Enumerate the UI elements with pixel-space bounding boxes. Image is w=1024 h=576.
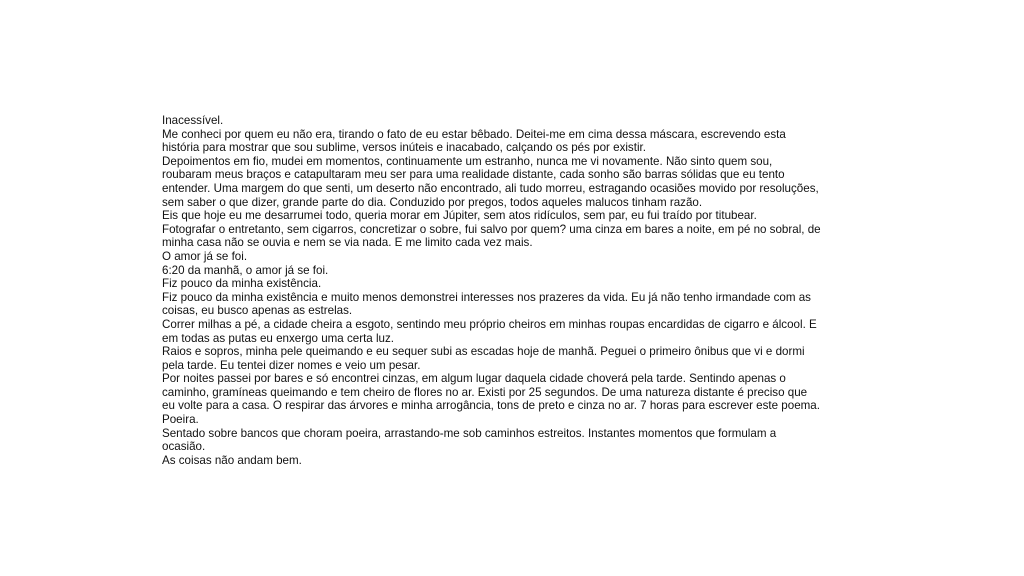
paragraph: As coisas não andam bem. — [162, 453, 302, 467]
paragraph: Fotografar o entretanto, sem cigarros, concretizar o sobre, fui salvo por quem? uma cinza em bares a noite, em pé no sobral, de minha casa não se ouvia e nem se via nada. E me limito cada vez mais. — [162, 222, 821, 250]
paragraph: Depoimentos em fio, mudei em momentos, continuamente um estranho, nunca me vi novamente. Não sinto quem sou, roubaram meus braços e catapultaram meu ser para uma realidade distante, cada sonho são barras sólidas que eu tento entender. Uma margem do que senti, um deserto não encontrado, ali tudo morreu, estragando ocasiões movido por resoluções, sem saber o que dizer, grande parte do dia. Conduzido por pregos, todos aqueles malucos tinham razão. — [162, 154, 819, 209]
poem-text-block — [162, 114, 822, 467]
paragraph: Por noites passei por bares e só encontrei cinzas, em algum lugar daquela cidade choverá pela tarde. Sentindo apenas o caminho, gramíneas queimando e tem cheiro de flores no ar. Existi por 25 segundos. De uma natureza distante é preciso que eu volte para a casa. O respirar das árvores e minha arrogância, tons de preto e cinza no ar. 7 horas para escrever este poema. — [162, 372, 820, 413]
paragraph: Fiz pouco da minha existência e muito menos demonstrei interesses nos prazeres da vida. Eu já não tenho irmandade com as coisas, eu busco apenas as estrelas. — [162, 290, 811, 318]
paragraph: Correr milhas a pé, a cidade cheira a esgoto, sentindo meu próprio cheiros em minhas roupas encardidas de cigarro e álcool. E em todas as putas eu enxergo uma certa luz. — [162, 317, 817, 345]
paragraph: Sentado sobre bancos que choram poeira, arrastando-me sob caminhos estreitos. Instantes momentos que formulam a ocasião. — [162, 426, 777, 454]
paragraph: Raios e sopros, minha pele queimando e eu sequer subi as escadas hoje de manhã. Peguei o primeiro ônibus que vi e dormi pela tarde. Eu tentei dizer nomes e veio um pesar. — [162, 345, 805, 372]
paragraph: Poeira. — [162, 413, 199, 427]
paragraph: Me conheci por quem eu não era, tirando o fato de eu estar bêbado. Deitei-me em cima dessa máscara, escrevendo esta história para mostrar que sou sublime, versos inúteis e inacabado, calçando os pés por existir. — [162, 127, 786, 155]
paragraph: O amor já se foi. — [162, 249, 248, 263]
paragraph: Fiz pouco da minha existência. — [162, 277, 322, 291]
paragraph: Inacessível. — [162, 114, 224, 127]
paragraph: 6:20 da manhã, o amor já se foi. — [162, 263, 329, 277]
paragraph: Eis que hoje eu me desarrumei todo, queria morar em Júpiter, sem atos ridículos, sem par, eu fui traído por titubear. — [162, 209, 757, 223]
